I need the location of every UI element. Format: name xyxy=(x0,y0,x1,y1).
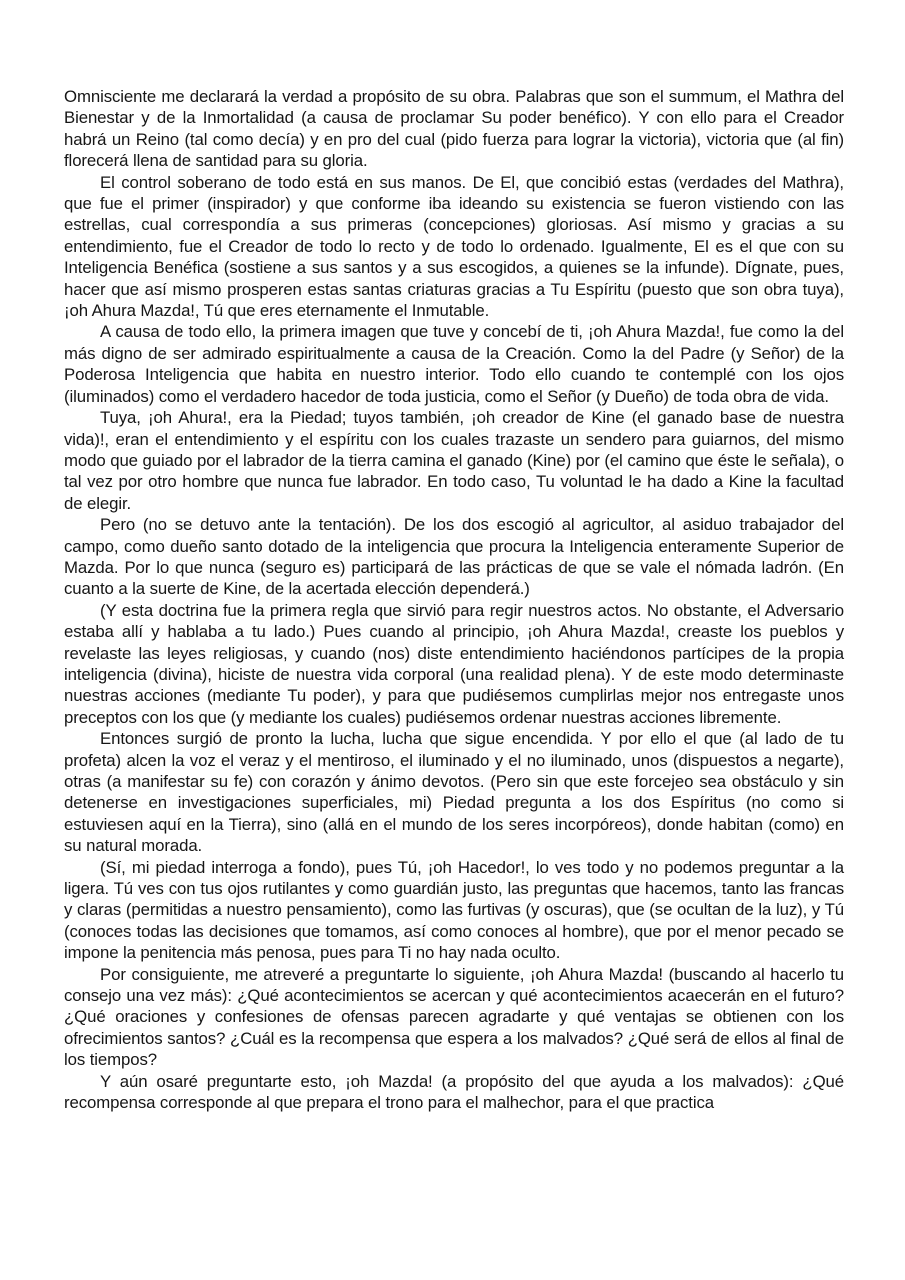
paragraph: Entonces surgió de pronto la lucha, lucha que sigue encendida. Y por ello el que (al lado de tu profeta) alcen la voz el veraz y el mentiroso, el iluminado y el no iluminado, unos (dispuestos a negarte), otras (a manifestar su fe) con corazón y ánimo devotos. (Pero sin que este forcejeo sea obstáculo y sin detenerse en investigaciones superficiales, mi) Piedad pregunta a los dos Espíritus (no como si estuviesen aquí en la Tierra), sino (allá en el mundo de los seres incorpóreos), donde habitan (como) en su natural morada. xyxy=(64,729,844,856)
paragraph: Pero (no se detuvo ante la tentación). De los dos escogió al agricultor, al asiduo trabajador del campo, como dueño santo dotado de la inteligencia que procura la Inteligencia enteramente Superior de Mazda. Por lo que nunca (seguro es) participará de las prácticas de que se vale el nómada ladrón. (En cuanto a la suerte de Kine, de la acertada elección dependerá.) xyxy=(64,515,844,599)
paragraph: Y aún osaré preguntarte esto, ¡oh Mazda! (a propósito del que ayuda a los malvados): ¿Qué recompensa corresponde al que prepara el trono para el malhechor, para el que practica xyxy=(64,1071,844,1113)
paragraph: (Sí, mi piedad interroga a fondo), pues Tú, ¡oh Hacedor!, lo ves todo y no podemos preguntar a la ligera. Tú ves con tus ojos rutilantes y como guardián justo, las preguntas que hacemos, tanto las francas y claras (permitidas a nuestro pensamiento), como las furtivas (y oscuras), que (se ocultan de la luz), y Tú (conoces todas las decisiones que tomamos, así como conoces al hombre), que por el menor pecado se impone la penitencia más penosa, pues para Ti no hay nada oculto. xyxy=(64,857,844,963)
paragraph: El control soberano de todo está en sus manos. De El, que concibió estas (verdades del Mathra), que fue el primer (inspirador) y que conforme iba ideando su existencia se fueron vistiendo con las estrellas, cual correspondía a sus primeras (concepciones) gloriosas. Así mismo y gracias a su entendimiento, fue el Creador de todo lo recto y de todo lo ordenado. Igualmente, El es el que con su Inteligencia Benéfica (sostiene a sus santos y a sus escogidos, a quienes se la infunde). Dígnate, pues, hacer que así mismo prosperen estas santas criaturas gracias a Tu Espíritu (puesto que son obra tuya), ¡oh Ahura Mazda!, Tú que eres eternamente el Inmutable. xyxy=(64,172,844,321)
paragraph: Tuya, ¡oh Ahura!, era la Piedad; tuyos también, ¡oh creador de Kine (el ganado base de nuestra vida)!, eran el entendimiento y el espíritu con los cuales trazaste un sendero para guiarnos, del mismo modo que guiado por el labrador de la tierra camina el ganado (Kine) por (el camino que éste le señala), o tal vez por otro hombre que nunca fue labrador. En todo caso, Tu voluntad le ha dado a Kine la facultad de elegir. xyxy=(64,408,844,513)
text-block xyxy=(64,86,844,1114)
paragraph: Por consiguiente, me atreveré a preguntarte lo siguiente, ¡oh Ahura Mazda! (buscando al hacerlo tu consejo una vez más): ¿Qué acontecimientos se acercan y qué acontecimientos acaecerán en el futuro? ¿Qué oraciones y confesiones de ofensas parecen agradarte y qué ventajas se obtienen con los ofrecimientos santos? ¿Cuál es la recompensa que espera a los malvados? ¿Qué será de ellos al final de los tiempos? xyxy=(64,964,844,1070)
paragraph: (Y esta doctrina fue la primera regla que sirvió para regir nuestros actos. No obstante, el Adversario estaba allí y hablaba a tu lado.) Pues cuando al principio, ¡oh Ahura Mazda!, creaste los pueblos y revelaste las leyes religiosas, y cuando (nos) diste entendimiento haciéndonos partícipes de la propia inteligencia (divina), hiciste de nuestra vida corporal (una realidad plena). Y de este modo determinaste nuestras acciones (mediante Tu poder), y para que pudiésemos cumplirlas mejor nos entregaste unos preceptos con los que (y mediante los cuales) pudiésemos ordenar nuestras acciones libremente. xyxy=(64,600,844,727)
paragraph: A causa de todo ello, la primera imagen que tuve y concebí de ti, ¡oh Ahura Mazda!, fue como la del más digno de ser admirado espiritualmente a causa de la Creación. Como la del Padre (y Señor) de la Poderosa Inteligencia que habita en nuestro interior. Todo ello cuando te contemplé con los ojos (iluminados) como el verdadero hacedor de toda justicia, como el Señor (y Dueño) de toda obra de vida. xyxy=(64,322,844,406)
paragraph: Omnisciente me declarará la verdad a propósito de su obra. Palabras que son el summum, el Mathra del Bienestar y de la Inmortalidad (a causa de proclamar Su poder benéfico). Y con ello para el Creador habrá un Reino (tal como decía) y en pro del cual (pido fuerza para lograr la victoria), victoria que (al fin) florecerá llena de santidad para su gloria. xyxy=(64,87,844,171)
